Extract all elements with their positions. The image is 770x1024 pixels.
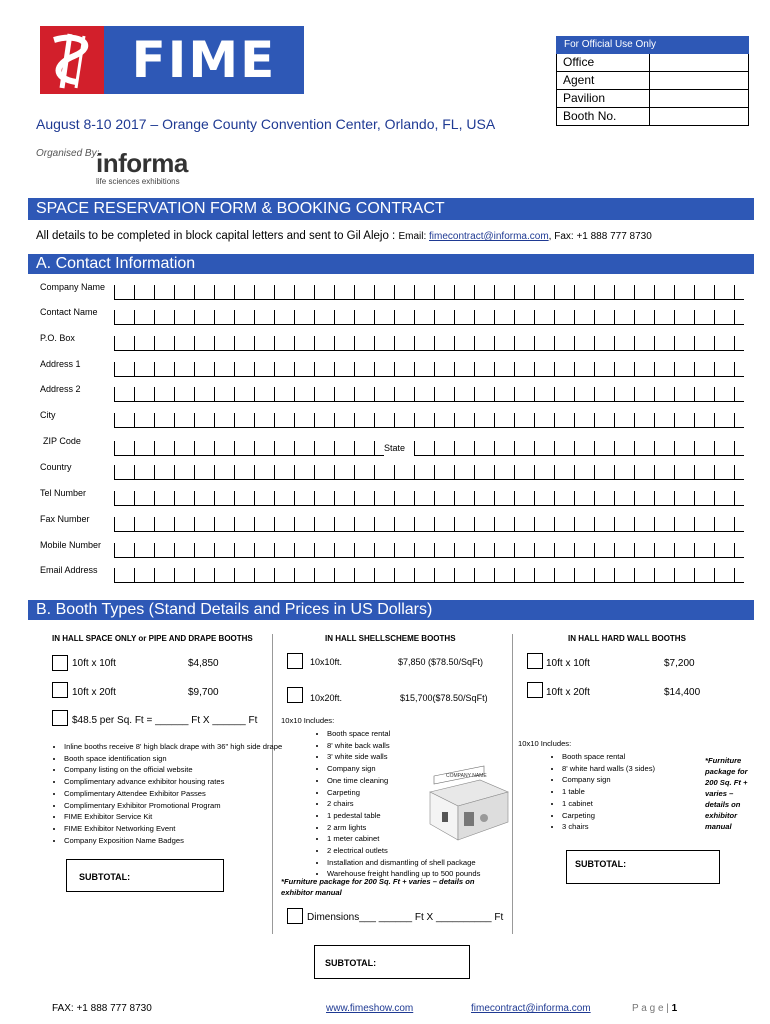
field-label: Address 2	[40, 384, 81, 394]
field-label: ZIP Code	[43, 436, 81, 446]
letter-boxes[interactable]	[114, 387, 744, 402]
instructions-line	[36, 230, 652, 242]
official-row-pavilion	[556, 90, 749, 108]
subtotal-label: SUBTOTAL:	[325, 958, 377, 968]
field-fax-number	[40, 514, 744, 532]
subtotal-label: SUBTOTAL:	[575, 859, 627, 869]
official-row-value[interactable]	[650, 72, 748, 89]
list-item: • 1 cabinet	[562, 798, 752, 810]
field-country	[40, 462, 744, 480]
checkbox-pd-custom[interactable]	[52, 710, 68, 726]
website-link[interactable]: www.fimeshow.com	[326, 1003, 414, 1014]
field-tel-number	[40, 488, 744, 506]
list-item: • 2 electrical outlets	[327, 845, 567, 857]
letter-boxes[interactable]	[114, 362, 744, 377]
letter-boxes[interactable]	[114, 336, 744, 351]
field-label: Fax Number	[40, 514, 90, 524]
page-number	[632, 1003, 677, 1014]
field-company-name	[40, 282, 744, 300]
list-item: • 2 chairs	[327, 798, 567, 810]
fime-logo-text: FIME	[104, 26, 304, 94]
letter-boxes[interactable]	[114, 543, 744, 558]
option-price: $7,200	[664, 658, 695, 669]
option-label: 10x10ft.	[310, 657, 343, 667]
letter-boxes[interactable]	[114, 413, 744, 428]
field-address-1	[40, 359, 744, 377]
checkbox-pd-10x10[interactable]	[52, 655, 68, 671]
includes-label: 10x10 Includes:	[518, 739, 572, 748]
col2-heading: IN HALL SHELLSCHEME BOOTHS	[325, 634, 456, 643]
contact-email-link[interactable]: fimecontract@informa.com	[429, 231, 549, 242]
official-row-label: Office	[557, 54, 650, 71]
option-price: $7,850 ($78.50/SqFt)	[398, 657, 484, 667]
zip-letter-boxes[interactable]	[114, 441, 384, 456]
list-item: • 8' white hard walls (3 sides)	[562, 763, 752, 775]
col2-furniture-note: *Furniture package for 200 Sq. Ft + varies – details on exhibitor manual	[281, 877, 475, 897]
letter-boxes[interactable]	[114, 465, 744, 480]
checkbox-shell-10x20[interactable]	[287, 687, 303, 703]
field-address-2	[40, 384, 744, 402]
fime-logo-mark	[40, 26, 104, 94]
state-label: State	[384, 443, 406, 453]
list-item: • Inline booths receive 8' high black drape with 36" high side drape	[64, 741, 294, 753]
event-dates-location: August 8-10 2017 – Orange County Convention Center, Orlando, FL, USA	[36, 116, 496, 132]
option-price: $14,400	[664, 687, 701, 698]
section-b-bar: B. Booth Types (Stand Details and Prices in US Dollars)	[28, 600, 754, 620]
dimensions-line: Dimensions___ ______ Ft X __________ Ft	[307, 912, 504, 923]
col1-heading: IN HALL SPACE ONLY or PIPE AND DRAPE BOOTHS	[52, 634, 253, 643]
checkbox-shell-custom[interactable]	[287, 908, 303, 924]
list-item: • 1 table	[562, 786, 752, 798]
field-mobile-number	[40, 540, 744, 558]
includes-label: 10x10 Includes:	[281, 716, 335, 725]
col3-heading: IN HALL HARD WALL BOOTHS	[568, 634, 686, 643]
field-contact-name	[40, 307, 744, 325]
option-label: 10ft x 10ft	[546, 658, 590, 669]
section-a-bar: A. Contact Information	[28, 254, 754, 274]
list-item: • 2 arm lights	[327, 822, 567, 834]
option-price: $9,700	[188, 687, 219, 698]
field-po-box	[40, 333, 744, 351]
option-price: $15,700($78.50/SqFt)	[400, 693, 488, 703]
list-item: • Complimentary Attendee Exhibitor Passes	[64, 788, 294, 800]
official-row-agent	[556, 72, 749, 90]
col2-subtotal-box[interactable]	[314, 945, 470, 979]
footer-email	[471, 1003, 591, 1014]
fax-text: , Fax: +1 888 777 8730	[548, 231, 652, 242]
booth-sign-text: COMPANY NAME	[446, 773, 487, 779]
list-item: • Warehouse freight handling up to 500 pounds	[327, 868, 567, 880]
option-label: 10x20ft.	[310, 693, 343, 703]
letter-boxes[interactable]	[114, 310, 744, 325]
col1-subtotal-box[interactable]	[66, 859, 224, 892]
list-item: • Carpeting	[327, 787, 567, 799]
field-label: Contact Name	[40, 307, 98, 317]
list-item: • Complimentary Exhibitor Promotional Program	[64, 800, 294, 812]
list-item: • Complimentary advance exhibitor housing rates	[64, 776, 294, 788]
informa-tagline: life sciences exhibitions	[96, 177, 180, 186]
official-row-label: Booth No.	[557, 108, 650, 125]
list-item: • Installation and dismantling of shell package	[327, 857, 567, 869]
field-city	[40, 410, 744, 428]
footer-website	[326, 1003, 413, 1014]
list-item: • 3' white side walls	[327, 751, 567, 763]
list-item: • 1 meter cabinet	[327, 833, 567, 845]
subtotal-label: SUBTOTAL:	[79, 872, 131, 882]
checkbox-shell-10x10[interactable]	[287, 653, 303, 669]
organised-by-label: Organised By:	[36, 148, 100, 159]
letter-boxes[interactable]	[114, 491, 744, 506]
logo-swirl-icon	[40, 26, 104, 94]
list-item: • Booth space rental	[327, 728, 567, 740]
list-item: • Company Exposition Name Badges	[64, 835, 294, 847]
col3-subtotal-box[interactable]	[566, 850, 720, 884]
field-label: Company Name	[40, 282, 106, 292]
field-label: P.O. Box	[40, 333, 75, 343]
list-item: • FIME Exhibitor Service Kit	[64, 811, 294, 823]
option-label: 10ft x 20ft	[72, 687, 116, 698]
official-row-value[interactable]	[650, 108, 748, 125]
list-item: • Company listing on the official website	[64, 764, 294, 776]
list-item: • FIME Exhibitor Networking Event	[64, 823, 294, 835]
list-item: • Company sign	[562, 774, 752, 786]
checkbox-hardwall-10x20[interactable]	[527, 682, 543, 698]
list-item: • One time cleaning	[327, 775, 567, 787]
checkbox-pd-10x20[interactable]	[52, 682, 68, 698]
list-item: • 1 pedestal table	[327, 810, 567, 822]
instructions-text: All details to be completed in block capital letters and sent to Gil Alejo :	[36, 230, 399, 242]
official-row-office	[556, 54, 749, 72]
official-row-value[interactable]	[650, 54, 748, 71]
field-label: City	[40, 410, 56, 420]
checkbox-hardwall-10x10[interactable]	[527, 653, 543, 669]
list-item: • 8' white back walls	[327, 740, 567, 752]
page-label: P a g e |	[632, 1003, 669, 1014]
col1-bullet-list	[38, 741, 294, 846]
page-num: 1	[671, 1003, 678, 1014]
email-label: Email:	[398, 231, 430, 242]
custom-size-line: $48.5 per Sq. Ft = ______ Ft X ______ Ft	[72, 715, 258, 726]
field-label: Country	[40, 462, 72, 472]
footer-email-link[interactable]: fimecontract@informa.com	[471, 1003, 591, 1014]
field-label: Email Address	[40, 565, 98, 575]
col3-furniture-note: *Furniture package for 200 Sq. Ft + varies – details on exhibitor manual	[705, 756, 748, 831]
field-label: Mobile Number	[40, 540, 102, 550]
field-label: Tel Number	[40, 488, 87, 498]
field-label: Address 1	[40, 359, 81, 369]
official-row-label: Agent	[557, 72, 650, 89]
option-label: 10ft x 10ft	[72, 658, 116, 669]
state-letter-boxes[interactable]	[414, 441, 744, 456]
option-label: 10ft x 20ft	[546, 687, 590, 698]
field-zip-state	[40, 436, 744, 456]
footer-fax: FAX: +1 888 777 8730	[52, 1003, 152, 1014]
letter-boxes[interactable]	[114, 285, 744, 300]
letter-boxes[interactable]	[114, 568, 744, 583]
list-item: • 3 chairs	[562, 821, 752, 833]
letter-boxes[interactable]	[114, 517, 744, 532]
list-item: • Booth space identification sign	[64, 753, 294, 765]
official-row-value[interactable]	[650, 90, 748, 107]
list-item: • Company sign	[327, 763, 567, 775]
official-use-title: For Official Use Only	[556, 36, 749, 54]
list-item: • Carpeting	[562, 810, 752, 822]
official-row-booth	[556, 108, 749, 126]
list-item: • Booth space rental	[562, 751, 752, 763]
shell-booth-illustration	[420, 762, 510, 842]
form-title-bar: SPACE RESERVATION FORM & BOOKING CONTRACT	[28, 198, 754, 220]
official-row-label: Pavilion	[557, 90, 650, 107]
option-price: $4,850	[188, 658, 219, 669]
field-email-address	[40, 565, 744, 583]
official-use-box	[556, 36, 749, 126]
informa-logo: informa	[96, 148, 188, 178]
